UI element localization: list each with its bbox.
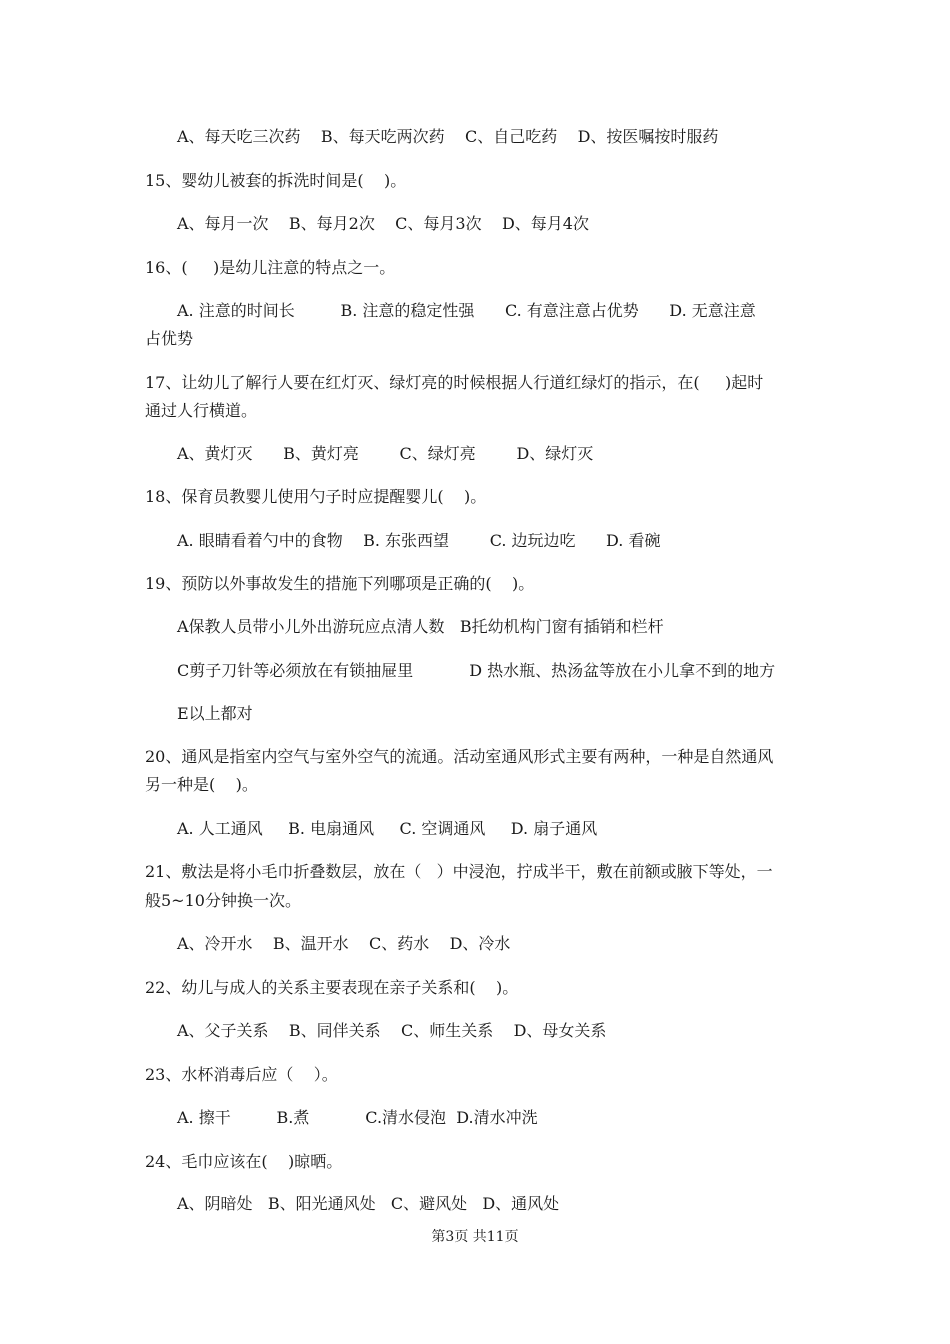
question-19: 19、预防以外事故发生的措施下列哪项是正确的( )。 xyxy=(145,574,535,593)
q18-options: A. 眼睛看着勺中的食物 B. 东张西望 C. 边玩边吃 D. 看碗 xyxy=(177,531,661,550)
question-22: 22、幼儿与成人的关系主要表现在亲子关系和( )。 xyxy=(145,978,519,997)
q16-options-continued: 占优势 xyxy=(145,329,194,348)
question-24: 24、毛巾应该在( )晾晒。 xyxy=(145,1152,343,1171)
q22-options: A、父子关系 B、同伴关系 C、师生关系 D、母女关系 xyxy=(177,1021,607,1040)
question-18: 18、保育员教婴儿使用勺子时应提醒婴儿( )。 xyxy=(145,487,487,506)
q14-options: A、每天吃三次药 B、每天吃两次药 C、自己吃药 D、按医嘱按时服药 xyxy=(177,127,719,146)
q17-options: A、黄灯灭 B、黄灯亮 C、绿灯亮 D、绿灯灭 xyxy=(177,444,594,463)
question-17-continued: 通过人行横道。 xyxy=(145,401,258,420)
question-16: 16、( )是幼儿注意的特点之一。 xyxy=(145,258,396,277)
q16-options: A. 注意的时间长 B. 注意的稳定性强 C. 有意注意占优势 D. 无意注意 xyxy=(177,301,756,320)
q19-option-cd: C剪子刀针等必须放在有锁抽屉里 D 热水瓶、热汤盆等放在小儿拿不到的地方 xyxy=(177,661,776,680)
question-15: 15、婴幼儿被套的拆洗时间是( )。 xyxy=(145,171,407,190)
question-20: 20、通风是指室内空气与室外空气的流通。活动室通风形式主要有两种，一种是自然通风 xyxy=(145,747,774,766)
question-20-continued: 另一种是( )。 xyxy=(145,775,258,794)
question-21: 21、敷法是将小毛巾折叠数层，放在（ ）中浸泡，拧成半干，敷在前额或腋下等处，一 xyxy=(145,862,773,881)
question-23: 23、水杯消毒后应（ ）。 xyxy=(145,1065,338,1084)
question-21-continued: 般5~10分钟换一次。 xyxy=(145,891,301,910)
q23-options: A. 擦干 B.煮 C.清水侵泡 D.清水冲洗 xyxy=(177,1108,538,1127)
q20-options: A. 人工通风 B. 电扇通风 C. 空调通风 D. 扇子通风 xyxy=(177,819,598,838)
q15-options: A、每月一次 B、每月2次 C、每月3次 D、每月4次 xyxy=(177,214,589,233)
q19-option-ab: A保教人员带小儿外出游玩应点清人数 B托幼机构门窗有插销和栏杆 xyxy=(177,617,664,636)
page-number-footer: 第3页 共11页 xyxy=(431,1229,519,1245)
question-17: 17、让幼儿了解行人要在红灯灭、绿灯亮的时候根据人行道红绿灯的指示，在( )起时 xyxy=(145,373,764,392)
q24-options: A、阴暗处 B、阳光通风处 C、避风处 D、通风处 xyxy=(177,1194,560,1213)
q19-option-e: E以上都对 xyxy=(177,704,253,723)
q21-options: A、冷开水 B、温开水 C、药水 D、冷水 xyxy=(177,934,511,953)
